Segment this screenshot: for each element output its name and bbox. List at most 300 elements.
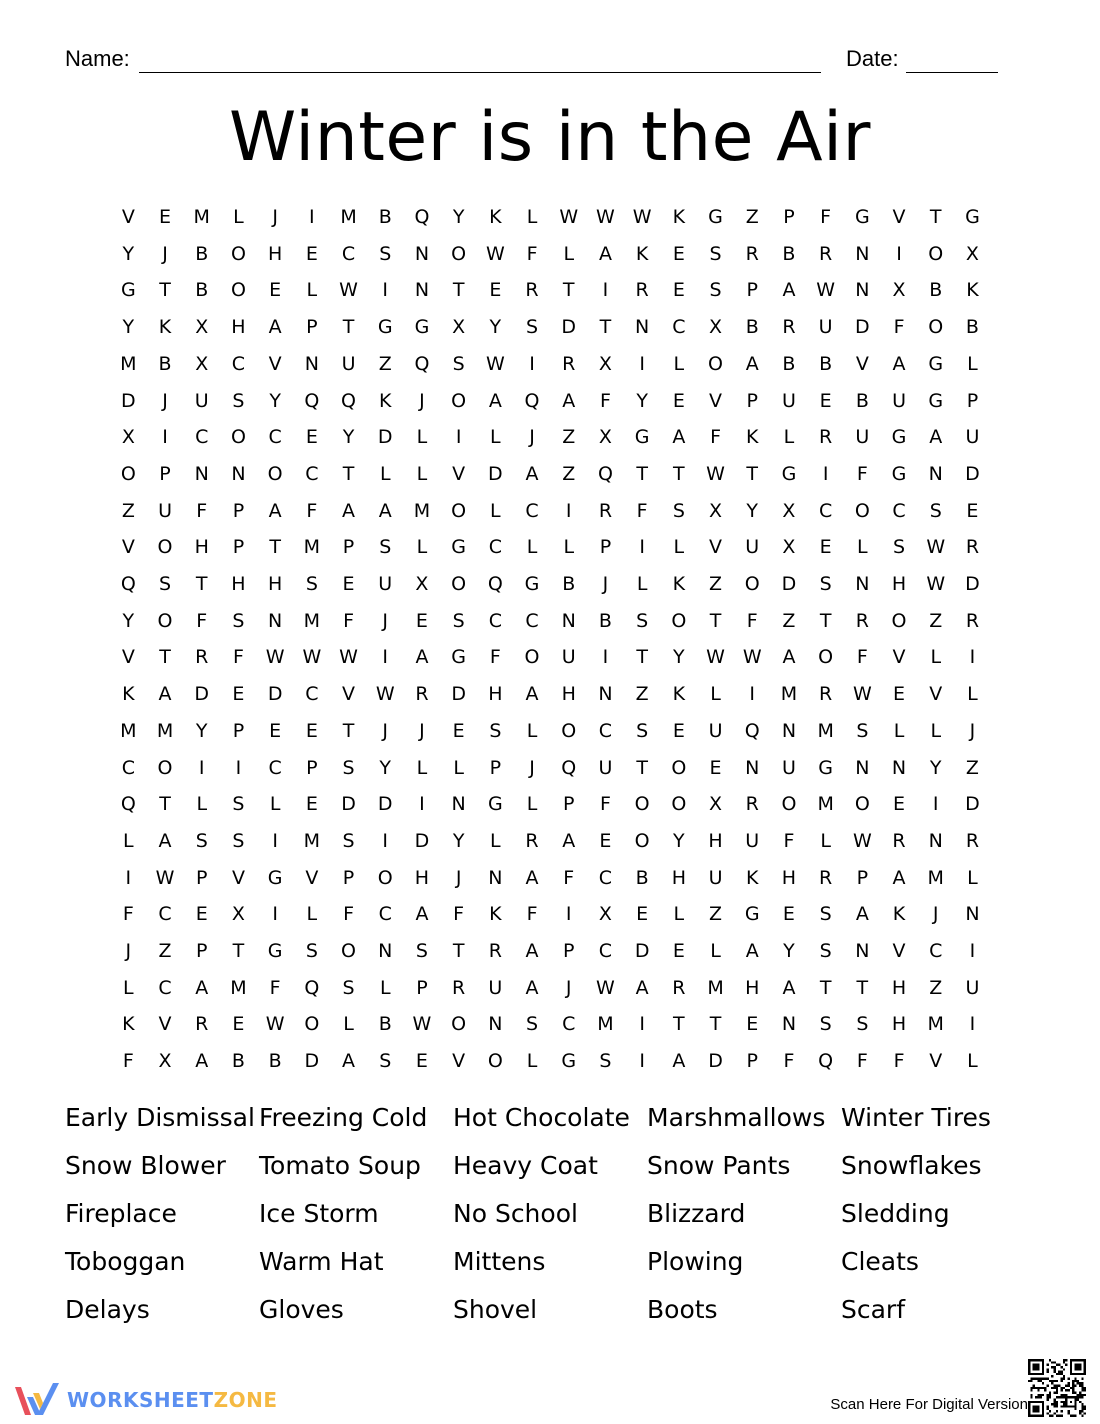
grid-letter[interactable]: E <box>599 829 612 852</box>
grid-letter[interactable]: J <box>455 866 462 889</box>
grid-letter[interactable]: O <box>561 719 577 742</box>
grid-letter[interactable]: E <box>672 719 685 742</box>
grid-letter[interactable]: F <box>196 609 208 632</box>
grid-letter[interactable]: N <box>781 1013 797 1036</box>
grid-letter[interactable]: Y <box>122 609 135 632</box>
grid-letter[interactable]: L <box>673 352 685 375</box>
grid-letter[interactable]: U <box>745 536 760 559</box>
grid-letter[interactable]: G <box>781 462 797 485</box>
grid-letter[interactable]: Y <box>122 242 135 265</box>
grid-letter[interactable]: G <box>891 462 907 485</box>
grid-letter[interactable]: A <box>415 646 429 669</box>
grid-letter[interactable]: O <box>928 316 944 339</box>
grid-letter[interactable]: D <box>488 462 503 485</box>
grid-letter[interactable]: T <box>195 573 208 595</box>
grid-letter[interactable]: S <box>929 499 942 522</box>
grid-letter[interactable]: D <box>451 683 466 706</box>
grid-letter[interactable]: U <box>598 756 613 779</box>
grid-letter[interactable]: E <box>305 793 318 816</box>
grid-letter[interactable]: C <box>598 940 613 962</box>
grid-letter[interactable]: Z <box>121 499 135 522</box>
grid-letter[interactable]: P <box>563 793 575 816</box>
grid-letter[interactable]: N <box>928 462 943 485</box>
grid-letter[interactable]: M <box>340 206 357 228</box>
grid-letter[interactable]: O <box>451 389 467 412</box>
grid-letter[interactable]: I <box>272 829 278 852</box>
grid-letter[interactable]: B <box>965 316 979 339</box>
grid-letter[interactable]: O <box>451 573 467 595</box>
grid-letter[interactable]: K <box>379 389 392 412</box>
grid-letter[interactable]: Q <box>341 389 357 412</box>
grid-letter[interactable]: J <box>529 426 535 449</box>
grid-letter[interactable]: P <box>856 866 869 889</box>
grid-letter[interactable]: D <box>965 793 980 816</box>
grid-letter[interactable]: L <box>416 426 428 449</box>
grid-letter[interactable]: Y <box>195 719 208 742</box>
grid-letter[interactable]: I <box>639 536 645 559</box>
grid-letter[interactable]: W <box>852 683 872 706</box>
grid-letter[interactable]: W <box>706 462 725 485</box>
grid-letter[interactable]: H <box>671 866 686 889</box>
grid-letter[interactable]: R <box>195 646 209 669</box>
grid-letter[interactable]: S <box>232 793 245 816</box>
grid-letter[interactable]: C <box>892 499 906 522</box>
grid-letter[interactable]: Q <box>818 1050 834 1073</box>
grid-letter[interactable]: A <box>929 426 943 449</box>
grid-letter[interactable]: E <box>452 719 465 742</box>
grid-letter[interactable]: F <box>746 609 758 632</box>
grid-letter[interactable]: L <box>379 976 391 999</box>
grid-letter[interactable]: L <box>563 242 575 265</box>
grid-letter[interactable]: K <box>635 242 649 265</box>
grid-letter[interactable]: A <box>158 829 172 852</box>
grid-letter[interactable]: R <box>855 609 869 632</box>
grid-letter[interactable]: Y <box>342 426 355 449</box>
grid-letter[interactable]: S <box>819 940 832 962</box>
grid-letter[interactable]: W <box>706 646 725 669</box>
grid-letter[interactable]: Z <box>965 756 979 779</box>
grid-letter[interactable]: V <box>855 352 869 375</box>
grid-letter[interactable]: O <box>230 242 246 265</box>
grid-letter[interactable]: M <box>303 609 321 632</box>
grid-letter[interactable]: N <box>451 793 466 816</box>
grid-letter[interactable]: N <box>891 756 907 779</box>
grid-letter[interactable]: W <box>926 573 946 595</box>
grid-letter[interactable]: T <box>452 279 465 302</box>
grid-letter[interactable]: W <box>559 206 579 228</box>
grid-letter[interactable]: V <box>709 389 723 412</box>
grid-letter[interactable]: I <box>382 279 389 302</box>
grid-letter[interactable]: X <box>709 793 723 816</box>
grid-letter[interactable]: S <box>379 536 392 559</box>
grid-letter[interactable]: J <box>529 756 535 779</box>
grid-letter[interactable]: K <box>489 206 502 228</box>
grid-letter[interactable]: C <box>158 976 172 999</box>
grid-letter[interactable]: P <box>232 536 245 559</box>
grid-letter[interactable]: E <box>305 426 318 449</box>
grid-letter[interactable]: D <box>341 793 356 816</box>
grid-letter[interactable]: H <box>267 573 283 595</box>
grid-letter[interactable]: M <box>927 866 944 889</box>
grid-letter[interactable]: Q <box>561 756 577 779</box>
grid-letter[interactable]: U <box>892 389 906 412</box>
grid-letter[interactable]: W <box>485 352 505 375</box>
grid-letter[interactable]: X <box>195 316 209 339</box>
grid-letter[interactable]: B <box>195 242 209 265</box>
grid-letter[interactable]: F <box>599 389 611 412</box>
grid-letter[interactable]: I <box>419 793 425 816</box>
grid-letter[interactable]: E <box>672 279 685 302</box>
grid-letter[interactable]: R <box>745 242 759 265</box>
grid-letter[interactable]: D <box>965 573 980 595</box>
grid-letter[interactable]: I <box>565 499 572 522</box>
grid-letter[interactable]: S <box>415 940 428 962</box>
grid-letter[interactable]: C <box>488 536 502 559</box>
grid-letter[interactable]: T <box>746 462 759 485</box>
grid-letter[interactable]: L <box>306 903 318 926</box>
grid-letter[interactable]: F <box>856 1050 868 1073</box>
grid-letter[interactable]: U <box>194 389 209 412</box>
grid-letter[interactable]: F <box>122 903 134 926</box>
grid-letter[interactable]: T <box>709 609 722 632</box>
grid-letter[interactable]: B <box>929 279 943 302</box>
grid-letter[interactable]: S <box>305 940 318 962</box>
grid-letter[interactable]: G <box>414 316 430 339</box>
grid-letter[interactable]: G <box>487 793 503 816</box>
grid-letter[interactable]: S <box>819 1013 832 1036</box>
grid-letter[interactable]: D <box>304 1050 320 1073</box>
grid-letter[interactable]: C <box>341 242 356 265</box>
grid-letter[interactable]: M <box>817 793 834 816</box>
grid-letter[interactable]: I <box>749 683 756 706</box>
grid-letter[interactable]: X <box>195 352 209 375</box>
grid-letter[interactable]: B <box>378 1013 392 1036</box>
grid-letter[interactable]: P <box>196 940 208 962</box>
grid-letter[interactable]: O <box>781 793 797 816</box>
grid-letter[interactable]: P <box>416 976 428 999</box>
grid-letter[interactable]: S <box>379 242 392 265</box>
grid-letter[interactable]: O <box>267 462 283 485</box>
grid-letter[interactable]: X <box>782 536 796 559</box>
grid-letter[interactable]: R <box>892 829 906 852</box>
grid-letter[interactable]: L <box>967 866 978 889</box>
grid-letter[interactable]: L <box>563 536 575 559</box>
grid-letter[interactable]: A <box>598 242 612 265</box>
grid-letter[interactable]: C <box>121 756 135 779</box>
grid-letter[interactable]: E <box>232 683 245 706</box>
grid-letter[interactable]: A <box>195 976 209 999</box>
grid-letter[interactable]: S <box>819 903 832 926</box>
grid-letter[interactable]: B <box>635 866 649 889</box>
grid-letter[interactable]: X <box>965 242 979 265</box>
grid-letter[interactable]: W <box>485 242 505 265</box>
grid-letter[interactable]: E <box>342 573 355 595</box>
grid-letter[interactable]: C <box>268 426 282 449</box>
grid-letter[interactable]: L <box>526 206 538 228</box>
grid-letter[interactable]: B <box>598 609 612 632</box>
grid-letter[interactable]: K <box>672 573 686 595</box>
grid-letter[interactable]: O <box>377 866 393 889</box>
grid-letter[interactable]: F <box>122 1050 134 1073</box>
grid-letter[interactable]: L <box>196 793 208 816</box>
grid-letter[interactable]: O <box>451 499 467 522</box>
grid-letter[interactable]: T <box>159 646 171 669</box>
grid-letter[interactable]: T <box>929 206 942 228</box>
grid-letter[interactable]: O <box>634 793 650 816</box>
grid-letter[interactable]: L <box>526 1050 538 1073</box>
grid-letter[interactable]: L <box>710 940 721 962</box>
grid-letter[interactable]: S <box>452 352 465 375</box>
grid-letter[interactable]: Y <box>122 316 135 339</box>
grid-letter[interactable]: W <box>852 829 872 852</box>
grid-letter[interactable]: E <box>159 206 172 228</box>
grid-letter[interactable]: F <box>232 646 244 669</box>
grid-letter[interactable]: U <box>965 426 980 449</box>
grid-letter[interactable]: J <box>419 389 425 412</box>
grid-letter[interactable]: H <box>891 573 907 595</box>
grid-letter[interactable]: U <box>818 316 833 339</box>
grid-letter[interactable]: E <box>819 389 832 412</box>
grid-letter[interactable]: S <box>159 573 172 595</box>
grid-letter[interactable]: N <box>855 279 870 302</box>
grid-letter[interactable]: O <box>230 426 246 449</box>
grid-letter[interactable]: J <box>162 242 168 265</box>
grid-letter[interactable]: W <box>816 279 836 302</box>
grid-letter[interactable]: A <box>745 352 759 375</box>
grid-letter[interactable]: U <box>708 866 723 889</box>
grid-letter[interactable]: Y <box>636 389 648 412</box>
grid-letter[interactable]: A <box>525 940 539 962</box>
grid-letter[interactable]: Y <box>489 316 502 339</box>
grid-letter[interactable]: B <box>158 352 172 375</box>
grid-letter[interactable]: X <box>892 279 906 302</box>
grid-letter[interactable]: I <box>639 1050 645 1073</box>
grid-letter[interactable]: N <box>488 866 503 889</box>
grid-letter[interactable]: T <box>232 940 245 962</box>
grid-letter[interactable]: N <box>635 316 650 339</box>
grid-letter[interactable]: S <box>893 536 906 559</box>
grid-letter[interactable]: D <box>634 940 650 962</box>
grid-letter[interactable]: N <box>414 242 430 265</box>
grid-letter[interactable]: L <box>416 536 428 559</box>
grid-letter[interactable]: R <box>525 829 539 852</box>
grid-letter[interactable]: I <box>382 829 389 852</box>
grid-letter[interactable]: S <box>709 242 722 265</box>
grid-letter[interactable]: S <box>856 1013 869 1036</box>
grid-letter[interactable]: S <box>856 719 869 742</box>
grid-letter[interactable]: T <box>636 646 648 669</box>
grid-letter[interactable]: A <box>415 903 429 926</box>
grid-letter[interactable]: C <box>231 352 246 375</box>
grid-letter[interactable]: D <box>377 793 393 816</box>
grid-letter[interactable]: L <box>306 279 318 302</box>
grid-letter[interactable]: U <box>965 976 980 999</box>
grid-letter[interactable]: W <box>265 646 285 669</box>
grid-letter[interactable]: H <box>231 573 246 595</box>
grid-letter[interactable]: S <box>526 1013 539 1036</box>
grid-letter[interactable]: B <box>819 352 833 375</box>
grid-letter[interactable]: I <box>309 206 315 228</box>
grid-letter[interactable]: P <box>489 756 502 779</box>
grid-letter[interactable]: M <box>817 719 834 742</box>
grid-letter[interactable]: Z <box>709 573 723 595</box>
grid-letter[interactable]: G <box>928 352 944 375</box>
grid-letter[interactable]: P <box>746 1050 758 1073</box>
grid-letter[interactable]: L <box>123 829 134 852</box>
grid-letter[interactable]: A <box>855 903 869 926</box>
grid-letter[interactable]: Q <box>304 976 320 999</box>
grid-letter[interactable]: O <box>157 756 173 779</box>
grid-letter[interactable]: C <box>598 719 613 742</box>
grid-letter[interactable]: E <box>672 389 685 412</box>
grid-letter[interactable]: D <box>781 573 797 595</box>
grid-letter[interactable]: V <box>892 646 906 669</box>
grid-letter[interactable]: L <box>343 1013 354 1036</box>
grid-letter[interactable]: O <box>304 1013 320 1036</box>
grid-letter[interactable]: G <box>965 206 980 228</box>
grid-letter[interactable]: E <box>489 279 502 302</box>
grid-letter[interactable]: H <box>414 866 430 889</box>
grid-letter[interactable]: K <box>672 206 686 228</box>
grid-letter[interactable]: P <box>342 536 355 559</box>
grid-letter[interactable]: U <box>378 573 393 595</box>
grid-letter[interactable]: I <box>932 793 939 816</box>
grid-letter[interactable]: L <box>783 426 795 449</box>
grid-letter[interactable]: V <box>709 536 723 559</box>
grid-letter[interactable]: K <box>122 683 135 706</box>
grid-letter[interactable]: I <box>198 756 205 779</box>
grid-letter[interactable]: A <box>268 499 282 522</box>
grid-letter[interactable]: J <box>382 609 389 632</box>
grid-letter[interactable]: O <box>451 1013 467 1036</box>
grid-letter[interactable]: O <box>854 499 870 522</box>
grid-letter[interactable]: S <box>305 573 318 595</box>
grid-letter[interactable]: P <box>232 499 245 522</box>
grid-letter[interactable]: E <box>269 279 282 302</box>
grid-letter[interactable]: Z <box>562 462 576 485</box>
grid-letter[interactable]: S <box>526 316 539 339</box>
grid-letter[interactable]: R <box>965 609 980 632</box>
grid-letter[interactable]: E <box>195 903 208 926</box>
date-field[interactable] <box>906 72 998 73</box>
grid-letter[interactable]: F <box>636 499 648 522</box>
grid-letter[interactable]: P <box>563 940 575 962</box>
grid-letter[interactable]: G <box>854 206 870 228</box>
grid-letter[interactable]: B <box>378 206 392 228</box>
grid-letter[interactable]: Q <box>524 389 540 412</box>
grid-letter[interactable]: T <box>709 1013 722 1036</box>
grid-letter[interactable]: L <box>893 719 905 742</box>
grid-letter[interactable]: W <box>265 1013 285 1036</box>
grid-letter[interactable]: W <box>742 646 762 669</box>
grid-letter[interactable]: J <box>969 719 976 742</box>
grid-letter[interactable]: T <box>159 279 171 302</box>
grid-letter[interactable]: N <box>268 609 283 632</box>
grid-letter[interactable]: E <box>636 903 649 926</box>
grid-letter[interactable]: O <box>744 573 760 595</box>
grid-letter[interactable]: G <box>267 940 283 962</box>
grid-letter[interactable]: N <box>414 279 430 302</box>
grid-letter[interactable]: Q <box>487 573 503 595</box>
grid-letter[interactable]: N <box>598 683 613 706</box>
grid-letter[interactable]: L <box>636 573 648 595</box>
grid-letter[interactable]: D <box>965 462 980 485</box>
grid-letter[interactable]: O <box>671 756 687 779</box>
grid-letter[interactable]: J <box>602 573 609 595</box>
grid-letter[interactable]: X <box>598 352 612 375</box>
grid-letter[interactable]: L <box>526 719 538 742</box>
grid-letter[interactable]: V <box>268 352 282 375</box>
grid-letter[interactable]: D <box>377 426 393 449</box>
grid-letter[interactable]: I <box>602 646 609 669</box>
grid-letter[interactable]: L <box>233 206 244 228</box>
grid-letter[interactable]: N <box>378 940 393 962</box>
grid-letter[interactable]: G <box>744 903 760 926</box>
grid-letter[interactable]: S <box>232 609 245 632</box>
grid-letter[interactable]: L <box>526 793 538 816</box>
grid-letter[interactable]: N <box>781 719 797 742</box>
grid-letter[interactable]: O <box>671 793 687 816</box>
grid-letter[interactable]: Z <box>745 206 759 228</box>
grid-letter[interactable]: C <box>598 866 613 889</box>
grid-letter[interactable]: O <box>818 646 834 669</box>
grid-letter[interactable]: H <box>194 536 209 559</box>
grid-letter[interactable]: S <box>195 829 208 852</box>
grid-letter[interactable]: I <box>455 426 462 449</box>
grid-letter[interactable]: N <box>855 242 870 265</box>
grid-letter[interactable]: A <box>562 829 576 852</box>
grid-letter[interactable]: P <box>783 206 795 228</box>
grid-letter[interactable]: F <box>893 316 905 339</box>
grid-letter[interactable]: V <box>305 866 319 889</box>
grid-letter[interactable]: T <box>673 462 685 485</box>
grid-letter[interactable]: T <box>819 976 832 999</box>
grid-letter[interactable]: W <box>926 536 946 559</box>
grid-letter[interactable]: K <box>158 316 172 339</box>
grid-letter[interactable]: H <box>708 829 723 852</box>
grid-letter[interactable]: P <box>746 389 758 412</box>
grid-letter[interactable]: T <box>269 536 281 559</box>
grid-letter[interactable]: F <box>783 1050 795 1073</box>
grid-letter[interactable]: S <box>342 829 355 852</box>
grid-letter[interactable]: K <box>746 866 759 889</box>
grid-letter[interactable]: C <box>268 756 282 779</box>
grid-letter[interactable]: Z <box>158 940 172 962</box>
grid-letter[interactable]: L <box>930 719 942 742</box>
grid-letter[interactable]: L <box>967 1050 978 1073</box>
grid-letter[interactable]: F <box>783 829 795 852</box>
grid-letter[interactable]: R <box>819 242 833 265</box>
grid-letter[interactable]: T <box>562 279 575 302</box>
grid-letter[interactable]: R <box>635 279 649 302</box>
grid-letter[interactable]: F <box>453 903 465 926</box>
grid-letter[interactable]: V <box>929 1050 943 1073</box>
grid-letter[interactable]: O <box>671 609 687 632</box>
grid-letter[interactable]: C <box>305 462 319 485</box>
grid-letter[interactable]: N <box>304 352 319 375</box>
grid-letter[interactable]: O <box>487 1050 503 1073</box>
grid-letter[interactable]: Y <box>452 829 465 852</box>
grid-letter[interactable]: M <box>230 976 247 999</box>
grid-letter[interactable]: I <box>382 646 389 669</box>
grid-letter[interactable]: G <box>634 426 650 449</box>
grid-letter[interactable]: W <box>632 206 652 228</box>
grid-letter[interactable]: V <box>892 206 906 228</box>
grid-letter[interactable]: E <box>415 1050 428 1073</box>
grid-letter[interactable]: T <box>673 1013 685 1036</box>
grid-letter[interactable]: L <box>490 426 501 449</box>
grid-letter[interactable]: P <box>196 866 208 889</box>
